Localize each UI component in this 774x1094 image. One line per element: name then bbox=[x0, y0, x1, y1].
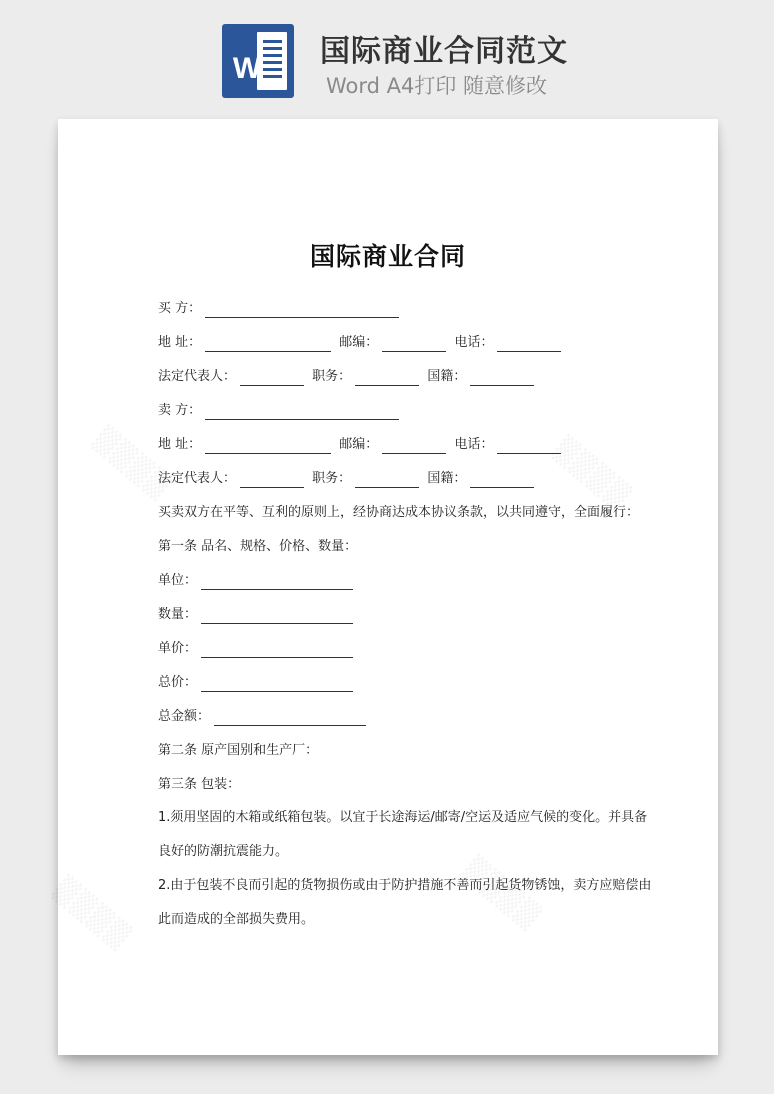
unit-blank[interactable] bbox=[201, 577, 353, 590]
document-page bbox=[58, 119, 718, 1055]
seller-address-label: 地 址： bbox=[158, 437, 202, 452]
total-amount-line bbox=[158, 708, 370, 726]
seller-nationality-blank[interactable] bbox=[470, 475, 534, 488]
clause-2 bbox=[132, 869, 652, 937]
total-amount-blank[interactable] bbox=[214, 713, 366, 726]
buyer-position-label: 职务： bbox=[312, 369, 352, 384]
page-subtitle: Word A4打印 随意修改 bbox=[326, 74, 548, 98]
seller-nationality-label: 国籍： bbox=[427, 471, 467, 486]
seller-phone-blank[interactable] bbox=[497, 441, 561, 454]
buyer-line bbox=[158, 300, 403, 318]
clause-1 bbox=[132, 801, 652, 869]
watermark bbox=[49, 874, 136, 954]
quantity-line bbox=[158, 606, 357, 624]
clause-1-text: 1.须用坚固的木箱或纸箱包装。以宜于长途海运/邮寄/空运及适应气候的变化。并具备良好的防潮抗震能力。 bbox=[158, 810, 648, 859]
buyer-position-blank[interactable] bbox=[355, 373, 419, 386]
buyer-address-blank[interactable] bbox=[205, 339, 331, 352]
buyer-rep-line bbox=[158, 368, 538, 386]
seller-postcode-blank[interactable] bbox=[382, 441, 446, 454]
buyer-phone-blank[interactable] bbox=[497, 339, 561, 352]
seller-blank[interactable] bbox=[205, 407, 399, 420]
page-header bbox=[0, 0, 774, 118]
total-price-line bbox=[158, 674, 357, 692]
seller-label: 卖 方： bbox=[158, 403, 202, 418]
buyer-nationality-blank[interactable] bbox=[470, 373, 534, 386]
seller-postcode-label: 邮编： bbox=[339, 437, 379, 452]
unit-price-label: 单价： bbox=[158, 641, 198, 656]
intro-text: 买卖双方在平等、互利的原则上，经协商达成本协议条款，以共同遵守，全面履行： bbox=[158, 505, 640, 520]
seller-legal-rep-blank[interactable] bbox=[240, 475, 304, 488]
unit-price-blank[interactable] bbox=[201, 645, 353, 658]
document-title: 国际商业合同 bbox=[309, 242, 466, 271]
buyer-address-label: 地 址： bbox=[158, 335, 202, 350]
buyer-address-line bbox=[158, 334, 565, 352]
buyer-legal-rep-label: 法定代表人： bbox=[158, 369, 237, 384]
word-letter: W bbox=[232, 52, 262, 85]
seller-position-blank[interactable] bbox=[355, 475, 419, 488]
unit-line bbox=[158, 572, 357, 590]
seller-position-label: 职务： bbox=[312, 471, 352, 486]
quantity-blank[interactable] bbox=[201, 611, 353, 624]
buyer-nationality-label: 国籍： bbox=[427, 369, 467, 384]
unit-price-line bbox=[158, 640, 357, 658]
buyer-postcode-label: 邮编： bbox=[339, 335, 379, 350]
seller-phone-label: 电话： bbox=[454, 437, 494, 452]
seller-rep-line bbox=[158, 470, 538, 488]
total-amount-label: 总金额： bbox=[158, 709, 211, 724]
total-price-label: 总价： bbox=[158, 675, 198, 690]
seller-address-blank[interactable] bbox=[205, 441, 331, 454]
word-icon bbox=[222, 24, 294, 98]
article-2-heading: 第二条 原产国别和生产厂： bbox=[158, 743, 319, 758]
total-price-blank[interactable] bbox=[201, 679, 353, 692]
quantity-label: 数量： bbox=[158, 607, 198, 622]
unit-label: 单位： bbox=[158, 573, 198, 588]
buyer-label: 买 方： bbox=[158, 301, 202, 316]
article-3-heading: 第三条 包装： bbox=[158, 777, 241, 792]
page-title: 国际商业合同范文 bbox=[320, 34, 568, 69]
buyer-legal-rep-blank[interactable] bbox=[240, 373, 304, 386]
article-1-heading: 第一条 品名、规格、价格、数量： bbox=[158, 539, 358, 554]
buyer-postcode-blank[interactable] bbox=[382, 339, 446, 352]
seller-address-line bbox=[158, 436, 565, 454]
seller-legal-rep-label: 法定代表人： bbox=[158, 471, 237, 486]
clause-2-text: 2.由于包装不良而引起的货物损伤或由于防护措施不善而引起货物锈蚀，卖方应赔偿由此而造成的全部损失费用。 bbox=[158, 878, 652, 927]
buyer-blank[interactable] bbox=[205, 305, 399, 318]
seller-line bbox=[158, 402, 403, 420]
buyer-phone-label: 电话： bbox=[454, 335, 494, 350]
